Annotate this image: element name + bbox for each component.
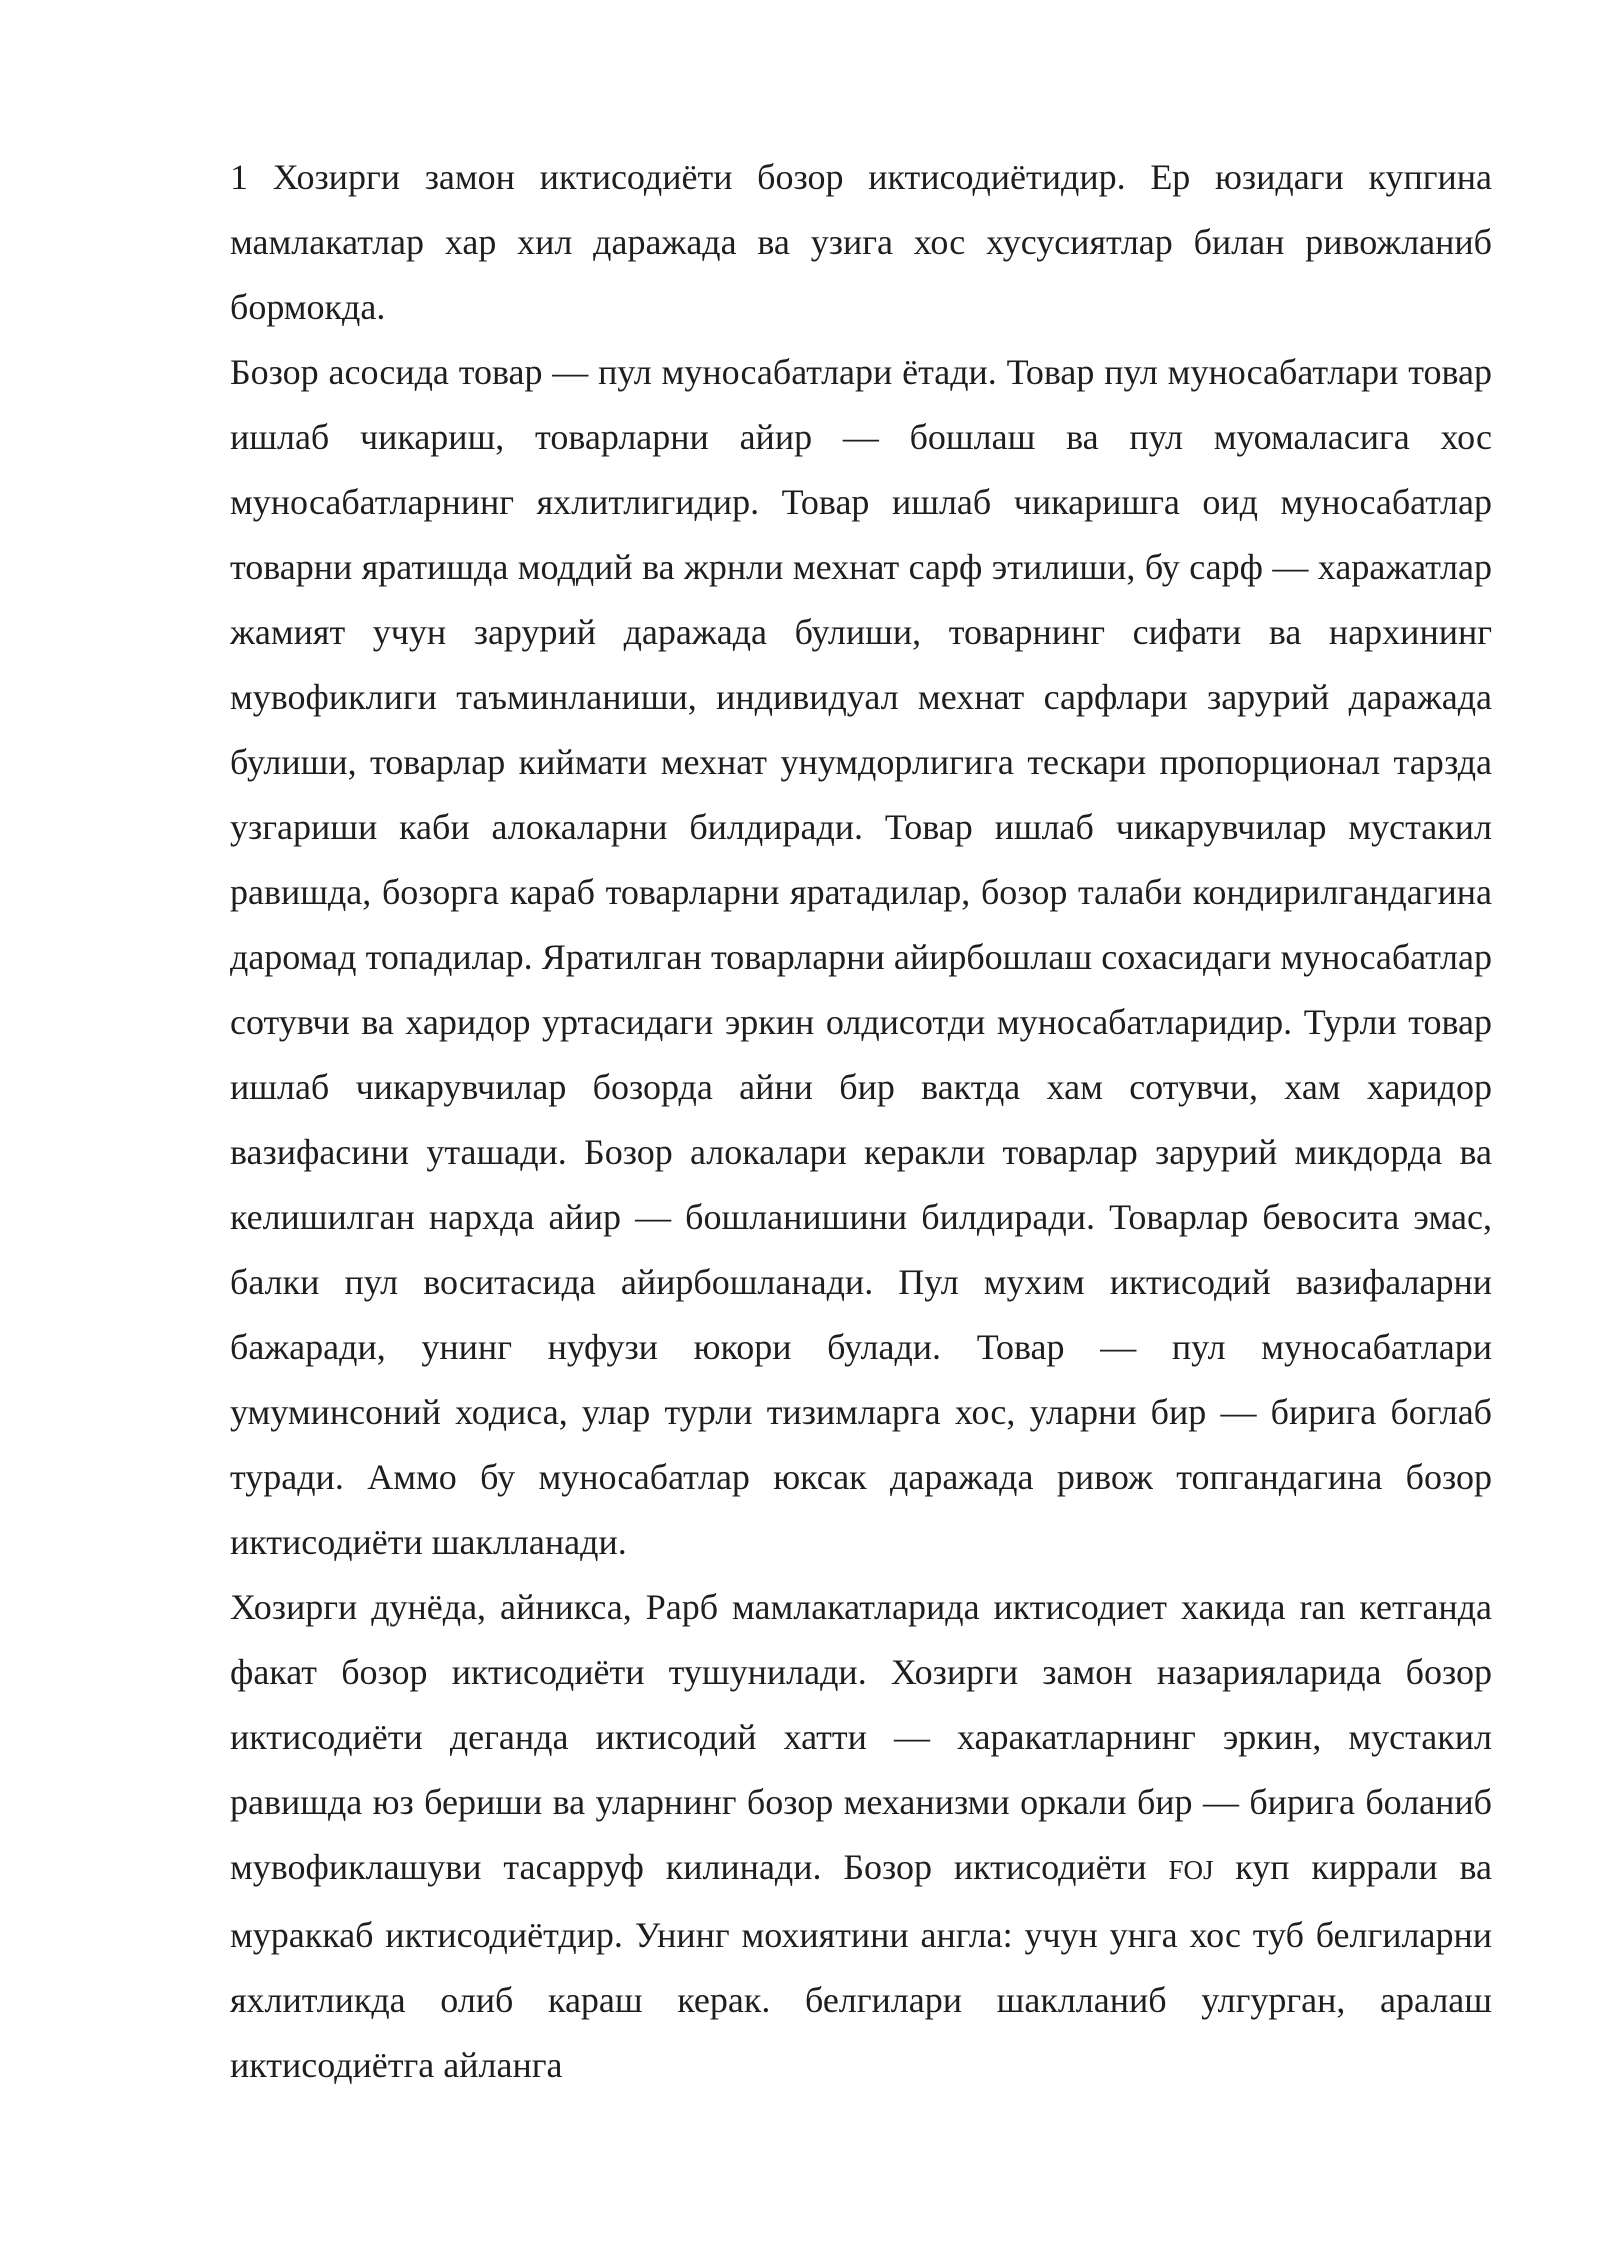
paragraph-2: Бозор асосида товар — пул муносабатлари ётади. Товар пул муносабатлари товар ишлаб чикариш, товарларни айир — бошлаш ва пул муомаласига хос муносабатларнинг яхлитлигидир. Товар ишлаб чикаришга оид муносабатлар товарни яратишда моддий ва жрнли мехнат сарф этилиши, бу сарф — харажатлар жамият учун зарурий даражада булиши, товарнинг сифати ва нархининг мувофиклиги таъминланиши, индивидуал мехнат сарфлари зарурий даражада булиши, товарлар киймати мехнат унумдорлигига тескари пропорционал тарзда узгариши каби алокаларни билдиради. Товар ишлаб чикарувчилар мустакил равишда, бозорга караб товарларни яратадилар, бозор талаби кондирилгандагина даромад топадилар. Яратилган товарларни айирбошлаш сохасидаги муносабатлар сотувчи ва харидор уртасидаги эркин олдисотди муносабатларидир. Турли товар ишлаб чикарувчилар бозорда айни бир вактда хам сотувчи, хам харидор вазифасини уташади. Бозор алокалари керакли товарлар зарурий микдорда ва келишилган нархда айир — бошланишини билдиради. Товарлар бевосита эмас, балки пул воситасида айирбошланади. Пул мухим иктисодий вазифаларни бажаради, унинг нуфузи юкори булади. Товар — пул муносабатлари умуминсоний ходиса, улар турли тизимларга хос, уларни бир — бирига боглаб туради. Аммо бу муносабатлар юксак даражада ривож топгандагина бозор иктисодиёти шаклланади. (230, 352, 1492, 1562)
paragraph-1: 1 Хозирги замон иктисодиёти бозор иктисодиётидир. Ер юзидаги купгина мамлакатлар хар хил даражада ва узига хос хусусиятлар билан ривожланиб бормокда. (230, 157, 1492, 327)
paragraph-3-small-word: FOJ (1168, 1855, 1214, 1885)
paragraph-3-text-after: куп киррали ва мураккаб иктисодиётдир. Унинг мохиятини англа: учун унга хос туб белгиларни яхлитликда олиб караш керак. белгилари шаклланиб улгурган, аралаш иктисодиётга айланга (230, 1847, 1492, 2085)
document-body (230, 145, 1492, 2098)
paragraph-3-text-before: Хозирги дунёда, айникса, Рарб мамлакатларида иктисодиет хакида ran кетганда факат бозор иктисодиёти тушунилади. Хозирги замон назарияларида бозор иктисодиёти деганда иктисодий хатти — харакатларнинг эркин, мустакил равишда юз бериши ва уларнинг бозор механизми оркали бир — бирига боланиб мувофиклашуви тасарруф килинади. Бозор иктисодиёти (230, 1587, 1492, 1887)
paragraph-3 (230, 1575, 1492, 2098)
